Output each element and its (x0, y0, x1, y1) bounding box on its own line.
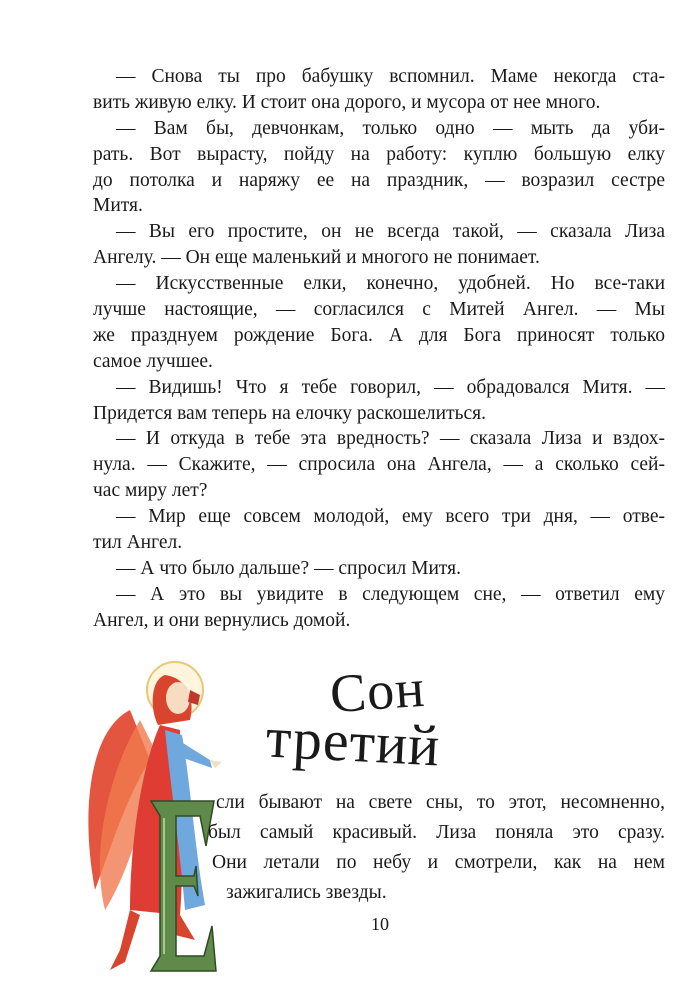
story-line: сли бывают на свете сны, то этот, несомненно, (216, 792, 665, 813)
text-line: самое лучшее. (93, 350, 213, 372)
text-line: же празднуем рождение Бога. А для Бога приносят только (93, 324, 665, 346)
story-line: зажигались звезды. (226, 882, 387, 903)
text-line: Ангелу. — Он еще маленький и многого не понимает. (93, 247, 540, 269)
story-line: был самый красивый. Лиза поняла это сразу. (208, 822, 665, 843)
body-text (93, 64, 665, 634)
text-line: рать. Вот вырасту, пойду на работу: куплю большую елку (93, 143, 665, 165)
story-line: Они летали по небу и смотрели, как на нем (212, 852, 665, 873)
text-line: вить живую елку. И стоит она дорого, и мусора от нее много. (93, 91, 601, 113)
text-line: — Вам бы, девчонкам, только одно — мыть да уби- (116, 117, 665, 139)
chapter-heading (260, 657, 480, 790)
text-line: — А это вы увидите в следующем сне, — ответил ему (116, 583, 665, 605)
chapter-heading-line2: третий (264, 704, 442, 779)
text-line: — И откуда в тебе эта вредность? — сказала Лиза и вздох- (116, 428, 665, 450)
text-line: Митя. (93, 195, 143, 217)
text-line: — Вы его простите, он не всегда такой, — сказала Лиза (116, 221, 665, 243)
chapter-heading-line1: Сон (328, 657, 427, 725)
text-line: час миру лет? (93, 480, 208, 502)
text-line: — Искусственные елки, конечно, удобней. Но все-таки (116, 273, 665, 295)
text-line: — Видишь! Что я тебе говорил, — обрадовался Митя. — (116, 376, 665, 398)
page-number: 10 (371, 914, 389, 934)
text-line: — А что было дальше? — спросил Митя. (116, 557, 462, 579)
text-line: — Мир еще совсем молодой, ему всего три дня, — отве- (116, 506, 665, 528)
text-line: тил Ангел. (93, 532, 183, 554)
text-line: до потолка и наряжу ее на праздник, — возразил сестре (93, 169, 665, 191)
text-line: нула. — Скажите, — спросила она Ангела, — а сколько сей- (93, 454, 665, 476)
text-line: Придется вам теперь на елочку раскошелиться. (93, 402, 486, 424)
text-line: Ангел, и они вернулись домой. (93, 609, 351, 631)
text-line: лучше настоящие, — согласился с Митей Ангел. — Мы (93, 299, 665, 321)
text-line: — Снова ты про бабушку вспомнил. Маме некогда ста- (116, 66, 665, 87)
